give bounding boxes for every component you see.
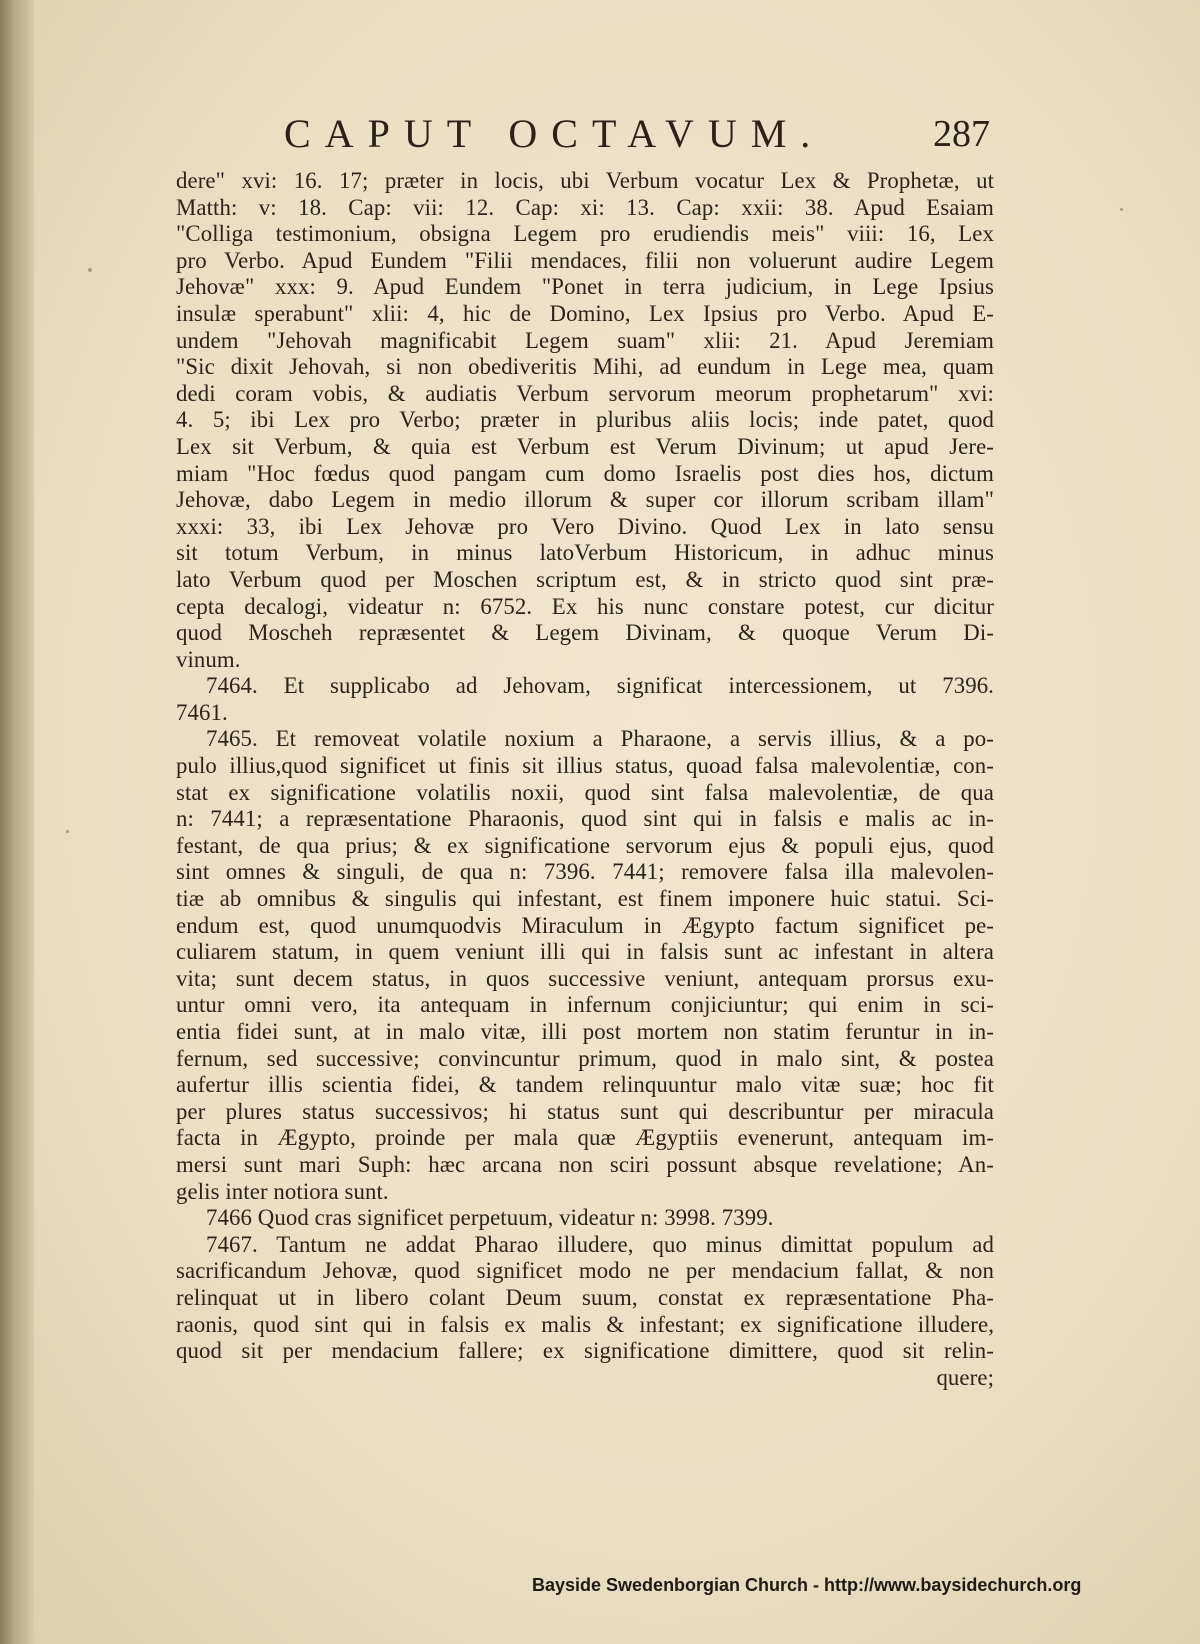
page-header (180, 106, 990, 162)
body-text (176, 168, 994, 1391)
text-line: dere" xvi: 16. 17; præter in locis, ubi Verbum vocatur Lex & Prophetæ, ut (176, 168, 994, 193)
text-line: fernum, sed successive; convincuntur primum, quod in malo sint, & postea (176, 1045, 994, 1071)
text-line: quod sit per mendacium fallere; ex significatione dimittere, quod sit relin- (176, 1338, 994, 1364)
paper-speck (1120, 208, 1123, 211)
text-line: raonis, quod sint qui in falsis ex malis & infestant; ex significatione illudere, (176, 1311, 994, 1337)
text-line: dedi coram vobis, & audiatis Verbum servorum meorum prophetarum" xvi: (176, 380, 994, 406)
text-line: xxxi: 33, ibi Lex Jehovæ pro Vero Divino. Quod Lex in lato sensu (176, 513, 994, 539)
text-line: n: 7441; a repræsentatione Pharaonis, quod sint qui in falsis e malis ac in- (176, 806, 994, 832)
text-line: 4. 5; ibi Lex pro Verbo; præter in pluribus aliis locis; inde patet, quod (176, 407, 994, 433)
paragraph-start: 7467. Tantum ne addat Pharao illudere, quo minus dimittat populum ad (206, 1231, 994, 1257)
text-line: "Colliga testimonium, obsigna Legem pro erudiendis meis" viii: 16, Lex (176, 221, 994, 247)
running-title: CAPUT OCTAVUM. (284, 111, 825, 156)
text-line: relinquat ut in libero colant Deum suum, constat ex repræsentatione Pha- (176, 1284, 994, 1310)
text-line: Matth: v: 18. Cap: vii: 12. Cap: xi: 13. Cap: xxii: 38. Apud Esaiam (176, 194, 994, 220)
text-line: untur omni vero, ita antequam in infernum conjiciuntur; qui enim in sci- (176, 992, 994, 1018)
text-line: sacrificandum Jehovæ, quod significet modo ne per mendacium fallat, & non (176, 1258, 994, 1284)
text-line: cepta decalogi, videatur n: 6752. Ex his nunc constare potest, cur dicitur (176, 593, 994, 619)
text-line: Jehovæ, dabo Legem in medio illorum & super cor illorum scribam illam" (176, 487, 994, 513)
text-line: Lex sit Verbum, & quia est Verbum est Verum Divinum; ut apud Jere- (176, 433, 994, 459)
text-line: sint omnes & singuli, de qua n: 7396. 7441; removere falsa illa malevolen- (176, 859, 994, 885)
paper-speck (88, 268, 92, 272)
text-line: mersi sunt mari Suph: hæc arcana non sciri possunt absque revelatione; An- (176, 1151, 994, 1177)
text-line: "Sic dixit Jehovah, si non obediveritis Mihi, ad eundum in Lege mea, quam (176, 354, 994, 380)
book-spine-shadow (0, 0, 34, 1644)
text-line: pulo illius,quod significet ut finis sit illius status, quoad falsa malevolentiæ, con- (176, 753, 994, 779)
text-line: lato Verbum quod per Moschen scriptum est, & in stricto quod sint præ- (176, 566, 994, 592)
text-line: culiarem statum, in quem veniunt illi qui in falsis sunt ac infestant in altera (176, 939, 994, 965)
text-line: facta in Ægypto, proinde per mala quæ Ægyptiis evenerunt, antequam im- (176, 1125, 994, 1151)
text-line: endum est, quod unumquodvis Miraculum in Ægypto factum significet pe- (176, 912, 994, 938)
text-line: festant, de qua prius; & ex significatione servorum ejus & populi ejus, quod (176, 832, 994, 858)
paragraph-start: 7465. Et removeat volatile noxium a Pharaone, a servis illius, & a po- (206, 726, 994, 752)
text-line: insulæ sperabunt" xlii: 4, hic de Domino, Lex Ipsius pro Verbo. Apud E- (176, 300, 994, 326)
text-line: vinum. (176, 646, 241, 672)
text-line: aufertur illis scientia fidei, & tandem relinquuntur malo vitæ suæ; hoc fit (176, 1072, 994, 1098)
catchword: quere; (936, 1364, 994, 1390)
text-line: miam "Hoc fœdus quod pangam cum domo Israelis post dies hos, dictum (176, 460, 994, 486)
text-line: sit totum Verbum, in minus latoVerbum Historicum, in adhuc minus (176, 540, 994, 566)
site-watermark: Bayside Swedenborgian Church - http://www.baysidechurch.org (532, 1575, 1082, 1595)
text-line: undem "Jehovah magnificabit Legem suam" xlii: 21. Apud Jeremiam (176, 327, 994, 353)
text-line: per plures status successivos; hi status sunt qui describuntur per miracula (176, 1098, 994, 1124)
text-line: vita; sunt decem status, in quos successive veniunt, antequam prorsus exu- (176, 965, 994, 991)
text-line: quod Moscheh repræsentet & Legem Divinam, & quoque Verum Di- (176, 620, 994, 646)
paragraph-start: 7464. Et supplicabo ad Jehovam, significat intercessionem, ut 7396. (206, 673, 994, 699)
text-line: 7461. (176, 699, 228, 725)
text-line: pro Verbo. Apud Eundem "Filii mendaces, filii non voluerunt audire Legem (176, 247, 994, 273)
text-line: stat ex significatione volatilis noxii, quod sint falsa malevolentiæ, de qua (176, 779, 994, 805)
text-line: Jehovæ" xxx: 9. Apud Eundem "Ponet in terra judicium, in Lege Ipsius (176, 274, 994, 300)
text-line: tiæ ab omnibus & singulis qui infestant, est finem imponere huic statui. Sci- (176, 886, 994, 912)
paper-speck (66, 830, 69, 833)
paragraph-start: 7466 Quod cras significet perpetuum, videatur n: 3998. 7399. (206, 1205, 774, 1231)
text-line: gelis inter notiora sunt. (176, 1178, 389, 1204)
text-line: entia fidei sunt, at in malo vitæ, illi post mortem non statim feruntur in in- (176, 1019, 994, 1044)
page-number: 287 (933, 113, 990, 155)
